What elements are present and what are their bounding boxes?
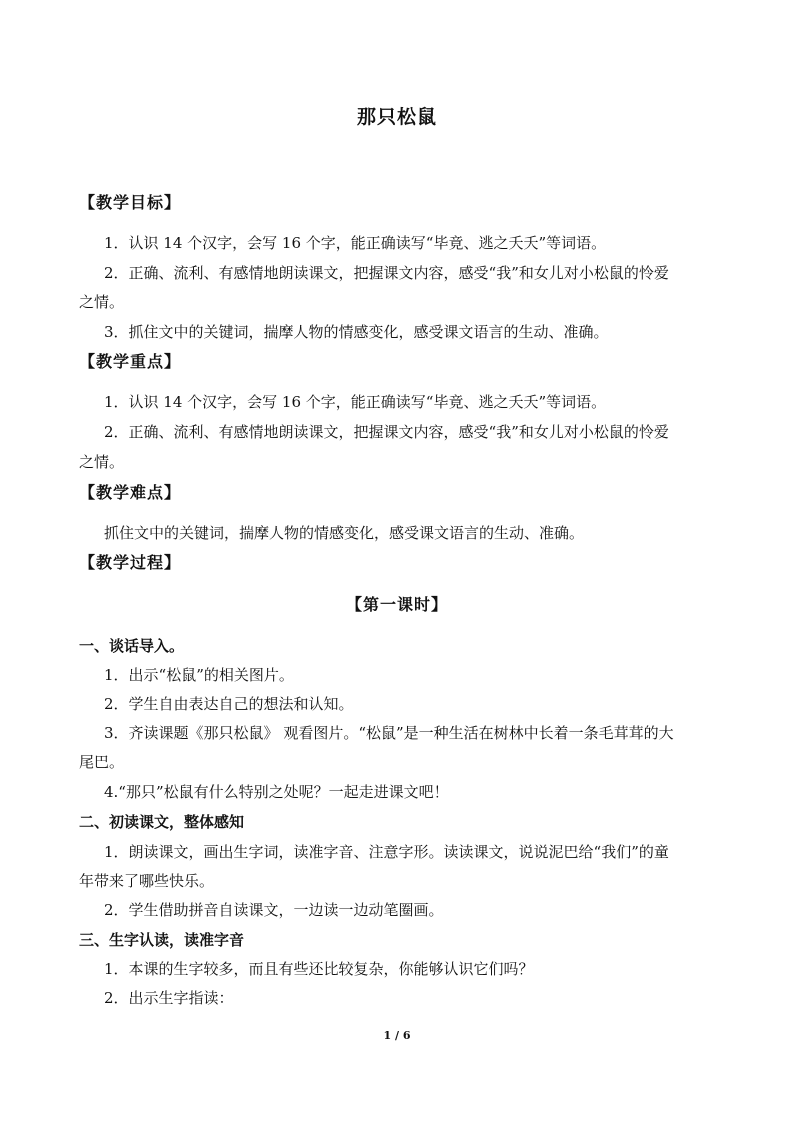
section-1-line-3-cont: 尾巴。 (79, 753, 125, 771)
document-title: 那只松鼠 (356, 106, 437, 128)
heading-lesson-one: 【第一课时】 (345, 595, 448, 614)
section-3-line-1: 1．本课的生字较多，而且有些还比较复杂，你能够认识它们吗？ (104, 960, 534, 978)
heading-difficulties: 【教学难点】 (79, 483, 182, 502)
objective-line-3: 3．抓住文中的关键词，揣摩人物的情感变化，感受课文语言的生动、准确。 (104, 323, 609, 341)
section-1-line-1: 1．出示“松鼠”的相关图片。 (104, 666, 294, 684)
objective-line-2: 2．正确、流利、有感情地朗读课文，把握课文内容，感受“我”和女儿对小松鼠的怜爱 (104, 264, 669, 282)
heading-objectives: 【教学目标】 (79, 193, 182, 212)
section-1-line-4: 4.“那只”松鼠有什么特别之处呢？一起走进课文吧！ (104, 783, 449, 801)
section-2-title: 二、初读课文，整体感知 (79, 813, 245, 831)
section-2-line-1-cont: 年带来了哪些快乐。 (79, 872, 215, 890)
section-3-title: 三、生字认读，读准字音 (79, 931, 245, 949)
objective-line-1: 1．认识 14 个汉字，会写 16 个字，能正确读写“毕竟、逃之夭夭”等词语。 (104, 234, 607, 252)
key-point-line-2-cont: 之情。 (79, 453, 125, 471)
objective-line-2-cont: 之情。 (79, 293, 125, 311)
page-number: 1 / 6 (383, 1029, 411, 1042)
section-1-line-2: 2．学生自由表达自己的想法和认知。 (104, 695, 354, 713)
section-1-title: 一、谈话导入。 (79, 637, 185, 655)
difficulty-text: 抓住文中的关键词，揣摩人物的情感变化，感受课文语言的生动、准确。 (104, 524, 585, 542)
heading-key-points: 【教学重点】 (79, 352, 182, 371)
section-2-line-1: 1．朗读课文，画出生字词，读准字音、注意字形。读读课文，说说泥巴给“我们”的童 (104, 843, 669, 861)
section-3-line-2: 2．出示生字指读： (104, 989, 234, 1007)
section-1-line-3: 3．齐读课题《那只松鼠》 观看图片。“松鼠”是一种生活在树林中长着一条毛茸茸的大 (104, 724, 674, 742)
key-point-line-2: 2．正确、流利、有感情地朗读课文，把握课文内容，感受“我”和女儿对小松鼠的怜爱 (104, 423, 669, 441)
key-point-line-1: 1．认识 14 个汉字，会写 16 个字，能正确读写“毕竟、逃之夭夭”等词语。 (104, 393, 607, 411)
section-2-line-2: 2．学生借助拼音自读课文，一边读一边动笔圈画。 (104, 901, 444, 919)
heading-process: 【教学过程】 (79, 553, 182, 572)
